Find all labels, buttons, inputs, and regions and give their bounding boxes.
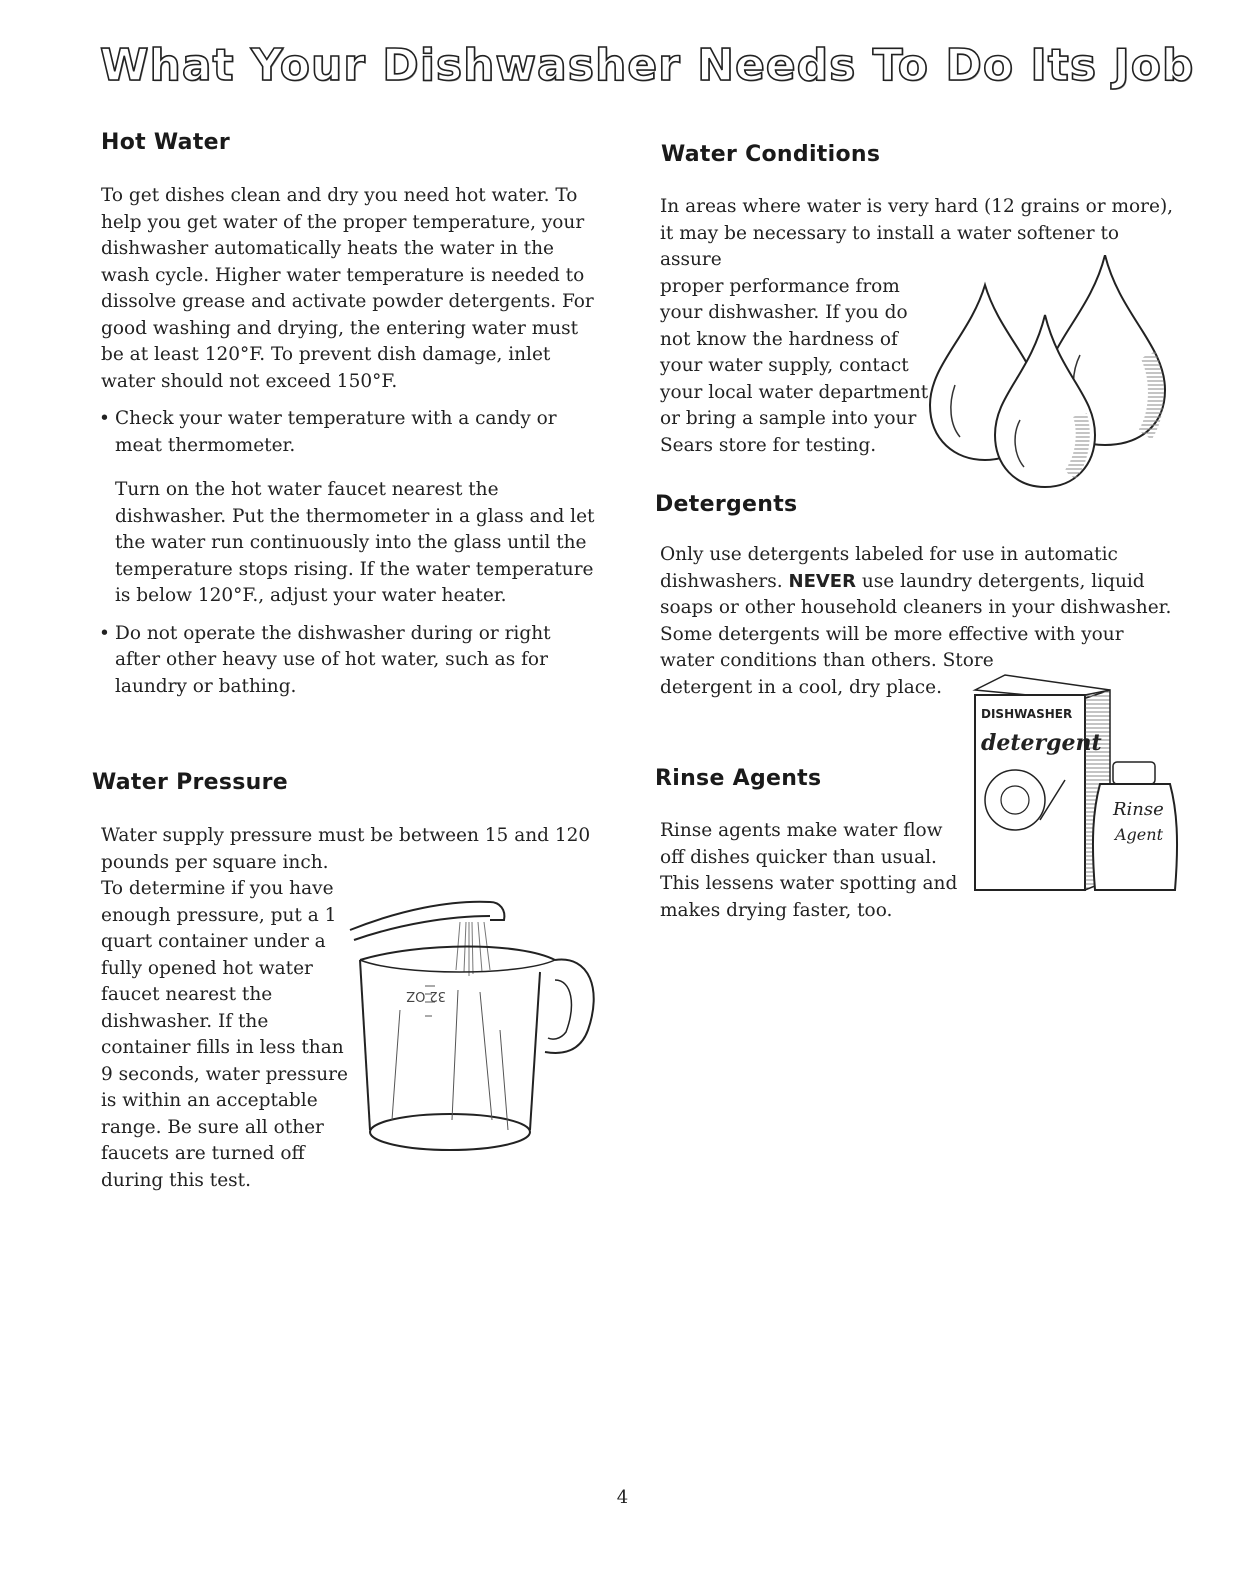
- bullet-1-text: Check your water temperature with a candy or meat thermometer.: [115, 408, 557, 456]
- bullet-icon: •: [99, 622, 110, 644]
- bullet-2-text: Do not operate the dishwasher during or right after other heavy use of hot water, such as for laundry or bathing.: [115, 622, 551, 697]
- hot-water-bullet-1-detail: Turn on the hot water faucet nearest the dishwasher. Put the thermometer in a glass and let the water run continuously into the glass until the temperature stops rising. If the water temperature is below 120°F., adjust your water heater.: [115, 479, 595, 606]
- water-conditions-body: proper performance from your dishwasher. If you do not know the hardness of your water supply, contact your local water department or bring a sample into your Sears store for testing.: [660, 275, 929, 456]
- rinse-agents-section: [660, 818, 1180, 924]
- water-conditions-heading: Water Conditions: [661, 142, 881, 167]
- hot-water-bullet-2: [101, 621, 601, 701]
- water-pressure-body: To determine if you have enough pressure, put a 1 quart container under a fully opened hot water faucet nearest the dishwasher. If the container fills in less than 9 seconds, water pressure is within an acceptable range. Be sure all other faucets are turned off during this test.: [101, 878, 348, 1191]
- water-drops-illustration: [920, 255, 1170, 495]
- hot-water-heading: Hot Water: [101, 130, 231, 155]
- box-label-top: DISHWASHER: [981, 707, 1073, 721]
- bottle-label-2: Agent: [1115, 825, 1163, 844]
- detergents-heading: Detergents: [655, 492, 798, 517]
- hot-water-section: [101, 183, 601, 700]
- page-title: What Your Dishwasher Needs To Do Its Job: [100, 40, 1195, 91]
- detergents-text-before: Only use detergents labeled for use in automatic dishwashers.: [660, 544, 1118, 592]
- hot-water-bullet-1: [101, 406, 601, 459]
- box-label-main: detergent: [981, 730, 1102, 756]
- never-emphasis: NEVER: [788, 570, 856, 592]
- detergents-last-line: detergent in a cool, dry place.: [660, 676, 942, 698]
- detergents-text-after: use laundry detergents, liquid soaps or other household cleaners in your dishwasher. Some detergents will be more effective with your water conditions than others. Store: [660, 570, 1172, 671]
- page-number: 4: [616, 1487, 629, 1508]
- cup-marking: 32 OZ: [406, 988, 446, 1003]
- bullet-icon: •: [99, 408, 110, 429]
- rinse-agents-body: Rinse agents make water flow off dishes quicker than usual. This lessens water spotting and makes drying faster, too.: [660, 820, 958, 921]
- rinse-agents-heading: Rinse Agents: [655, 766, 822, 791]
- hot-water-intro: To get dishes clean and dry you need hot water. To help you get water of the proper temperature, your dishwasher automatically heats the water in the wash cycle. Higher water temperature is needed to dissolve grease and activate powder detergents. For good washing and drying, the entering water must be at least 120°F. To prevent dish damage, inlet water should not exceed 150°F.: [101, 185, 594, 392]
- detergents-paragraph: [660, 542, 1180, 675]
- water-conditions-line1: In areas where water is very hard (12 grains or more), it may be necessary to install a water softener to assure: [660, 196, 1174, 270]
- faucet-measuring-cup-illustration: [340, 880, 610, 1160]
- water-pressure-line1: Water supply pressure must be between 15 and 120 pounds per square inch.: [101, 825, 591, 873]
- water-pressure-heading: Water Pressure: [92, 770, 288, 795]
- bottle-label-1: Rinse: [1113, 799, 1164, 820]
